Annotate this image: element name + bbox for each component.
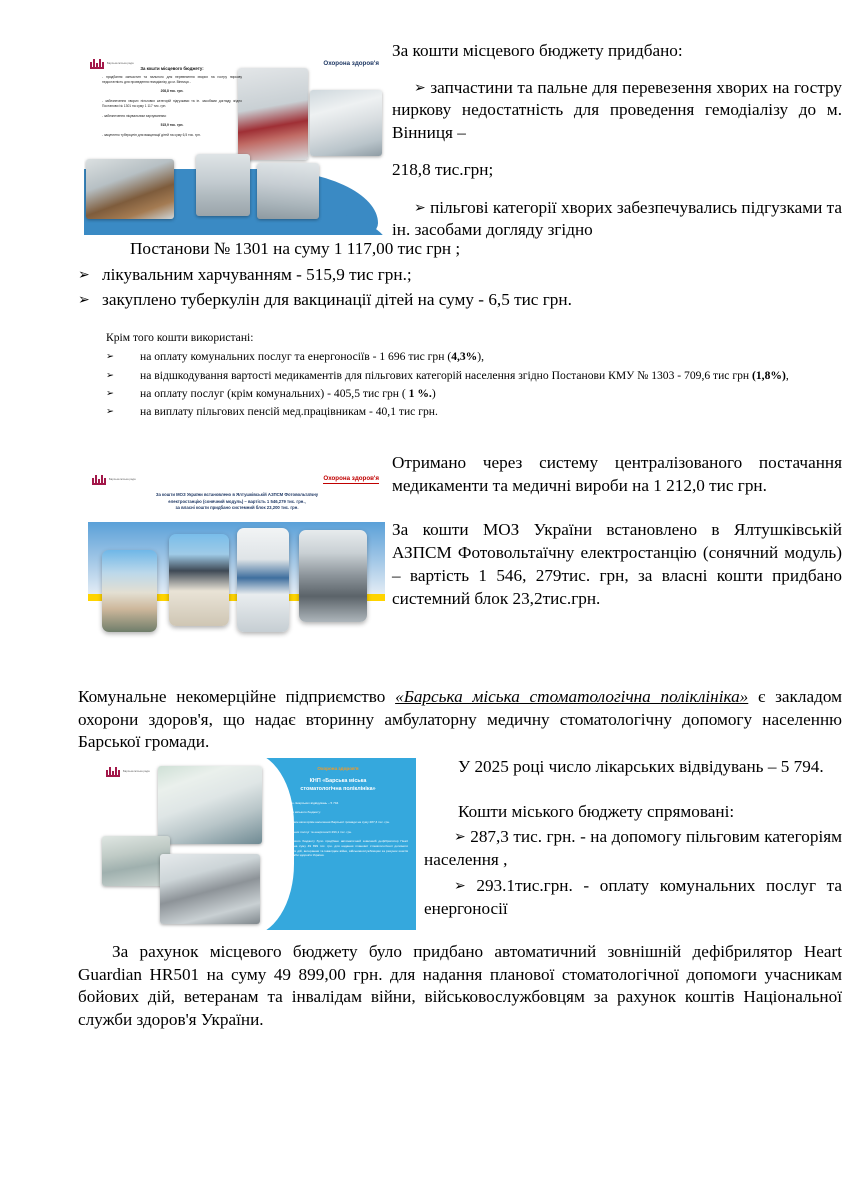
additional-funds-item-text [140,367,842,385]
item-1-tail: , [785,368,789,382]
crown-icon [106,766,120,777]
slide1-body-line-4: 515,9 тис. грн. [160,122,184,127]
slide1-body [102,66,242,141]
slide2-headline-line-1: За кошти МОЗ України встановлено в Ялтушківській АЗПСМ Фотовольтаїчну [155,492,319,497]
section1-bullet-3 [78,264,842,287]
section3-visits: У 2025 році число лікарських відвідувань – 5 794. [458,757,824,776]
slide3-text-panel [268,766,408,863]
crown-icon [92,474,106,485]
slide2-photo-inverters [299,530,367,622]
item-2-bold: 1 %. [408,386,432,400]
slide1-body-line-5: - закуплено туберкулін для вакцинації дітей на суму 6,5 тис. грн. [102,132,201,137]
slide2-photo-team [102,550,157,632]
additional-funds-item-text: на виплату пільгових пенсій мед.працівникам - 40,1 тис грн. [140,405,438,419]
section3-bullet-1-text: 287,3 тис. грн. - на допомогу пільговим категоріям населення , [424,827,843,870]
slide1-photo-nurses [310,90,382,156]
section2-paragraph-1: Отримано через систему централізованого постачання медикаменти та медичні вироби на 1 212,0 тис грн. [392,453,842,495]
additional-funds-item-text [140,348,842,366]
bullet-arrow-icon: ➢ [78,266,90,283]
slide1-photo-corridor-2 [257,163,319,219]
section3-intro-paragraph [78,686,842,754]
bullet-arrow-icon: ➢ [106,369,114,381]
slide2-photo-batteries [237,528,289,632]
section3-final-paragraph: За рахунок місцевого бюджету було придбано автоматичний зовнішній дефібрилятор Heart Guardian HR501 на суму 49 899,00 грн. для надання планової стоматологічної допомоги учасникам бойових дій, ветеранам та інвалідам війни, військовослужбовцям за рахунок коштів Національної служби здоров'я України. [78,942,842,1030]
slide1-body-title: За кошти місцевого бюджету: [140,66,204,71]
section2-paragraph-2: За кошти МОЗ України встановлено в Ялтушківській АЗПСМ Фотовольтаїчну електростанцію (сонячний модуль) – вартість 1 546, 279тис. грн, за власні кошти придбано системний блок 23,2тис.грн. [392,520,842,608]
section1-bullet-1 [392,77,842,145]
slide3-clinic-name [268,777,408,794]
section1-bullet-2-cont: Постанови № 1301 на суму 1 117,00 тис грн ; [130,239,461,258]
additional-funds-item [106,403,842,421]
bullet-arrow-icon: ➢ [106,351,114,363]
slide3-p3: - допомога пільговим категоріям населення Барської громади на суму 287,3 тис. грн. [268,820,390,825]
additional-funds-item-text [140,385,842,403]
slide3-p4: - оплата комунальних послуг та енергоносії 293,1 тис. грн. [268,829,352,834]
section1-bullet-2-text: пільгові категорії хворих забезпечувались підгузками та ін. засобами догляду згідно [392,197,842,240]
slide2-headline [98,492,376,512]
section3-intro-post: є закладом охорони здоров'я, що надає вторинну амбулаторну медичну стоматологічну допомогу населенню Барської громади. [78,687,842,752]
section3-clinic-name: «Барська міська стоматологічна поліклініка» [395,687,749,706]
slide3-p1: У 2025 році число лікарських відвідувань – 5 794 [268,800,339,805]
additional-funds-item [106,385,842,403]
bullet-arrow-icon: ➢ [454,829,466,846]
slide1-body-line-3: - забезпечення лікувальним харчуванням: [102,113,167,118]
section3-intro-pre: Комунальне некомерційне підприємство [78,687,396,706]
slide3-clinic-name-line-1: КНП «Барська міська [309,778,367,784]
section3-bullet-1 [424,826,842,871]
additional-funds-item [106,348,842,366]
bullet-arrow-icon: ➢ [414,199,426,216]
item-0-tail: ), [477,350,485,364]
slide-image-healthcare-3 [98,758,416,930]
slide1-photo-reception [86,159,174,219]
slide1-body-line-0: - придбання запчастин та пального для перевезення хворих на гостру ниркову недостатність для проведення гемодіалізу до м. Вінниця - [102,74,242,84]
item-2-text: на оплату послуг (крім комунальних) - 405,5 тис грн ( [140,386,409,400]
slide2-title: Охорона здоров'я [323,475,379,482]
section-moz-solar [0,448,849,678]
section1-continuation [78,238,842,312]
item-2-tail: ) [431,386,436,400]
additional-funds-header: Крім того кошти використані: [106,331,254,344]
bullet-arrow-icon: ➢ [106,406,114,418]
slide1-logo [90,58,134,69]
section1-bullet-4-text: закуплено туберкулін для вакцинації дітей на суму - 6,5 тис грн. [102,290,572,310]
section3-bullet-2 [424,875,842,920]
slide2-headline-line-2: електростанцію (сонячний модуль) – вартість 1 546,279 тис. грн., [168,498,306,504]
bullet-arrow-icon: ➢ [106,387,114,399]
additional-funds-block [106,329,842,422]
slide-image-healthcare-2 [84,466,389,656]
section1-bullet-2 [392,197,842,242]
section1-amount-1: 218,8 тис.грн; [392,159,494,179]
slide3-title: Охорона здоров'я [317,766,359,771]
slide1-body-line-2: - забезпечення хворих пільгових категорій підгузками та ін. засобами догляду згідно Постанови № 1301 на суму 1 117 тис. грн. [102,98,242,108]
section1-bullet-1-text: запчастини та пальне для перевезення хворих на гостру ниркову недостатність для проведення гемодіалізу до м. Вінниця – [392,77,842,143]
slide3-photo-treatment [160,854,260,924]
section-dental-clinic [0,686,849,1030]
slide2-logo-text: Барська міська рада [109,477,136,481]
slide2-logo [92,474,136,485]
section1-bullet-3-text: лікувальним харчуванням - 515,9 тис грн.; [102,264,412,284]
item-1-bold: (1,8%) [752,368,786,382]
section1-bullet-4 [78,289,842,312]
slide3-p5: За рахунок місцевого бюджету було придбано автоматичний зовнішній дефібрилятор Heart Guardian HR501 на суму 49 899 тис. грн. для надання планової стоматологічної допомоги учасникам бойових дій, ветеранам та інвалідам війни, військовослужбовцям за рахунок коштів Національної служби здоров'я України. [268,839,408,858]
section1-lead: За кошти місцевого бюджету придбано: [392,41,683,60]
bullet-arrow-icon: ➢ [454,877,466,894]
section2-right-text [392,452,842,610]
item-0-text: на оплату комунальних послуг та енергоносіїв - 1 696 тис грн ( [140,350,452,364]
section3-bullet-2-text: 293.1тис.грн. - оплату комунальних послуг та енергоносії [424,875,842,918]
item-0-bold: 4,3% [451,350,478,364]
section3-budget-header: Кошти міського бюджету спрямовані: [458,801,735,821]
bullet-arrow-icon: ➢ [78,292,90,309]
slide1-photo-corridor-1 [196,154,250,216]
slide1-photo-clinic [238,68,308,160]
item-1-text: на відшкодування вартості медикаментів для пільгових категорій населення згідно Постанови КМУ № 1303 - 709,6 тис грн [140,368,753,382]
slide3-clinic-name-line-2: стоматологічна поліклініка» [300,786,376,793]
slide3-logo-text: Барська міська рада [123,769,150,773]
slide3-logo [106,766,150,777]
section-local-budget [0,0,849,320]
crown-icon [90,58,104,69]
slide3-p2: За рахунок коштів міського бюджету: [268,810,321,815]
bullet-arrow-icon: ➢ [414,79,426,96]
slide2-photo-building [169,534,229,626]
slide3-photo-dentists [158,766,262,844]
slide1-title: Охорона здоров'я [323,60,379,67]
section3-right-text [424,756,842,920]
additional-funds-item [106,367,842,385]
slide1-body-line-1: 208,8 тис. грн. [160,88,184,93]
slide1-logo-text: Барська міська рада [107,61,134,65]
section1-right-text [392,40,842,242]
slide-image-healthcare-1 [84,52,389,235]
slide2-headline-line-3: за власні кошти придбано системний блок 23,200 тис. грн. [175,505,299,511]
